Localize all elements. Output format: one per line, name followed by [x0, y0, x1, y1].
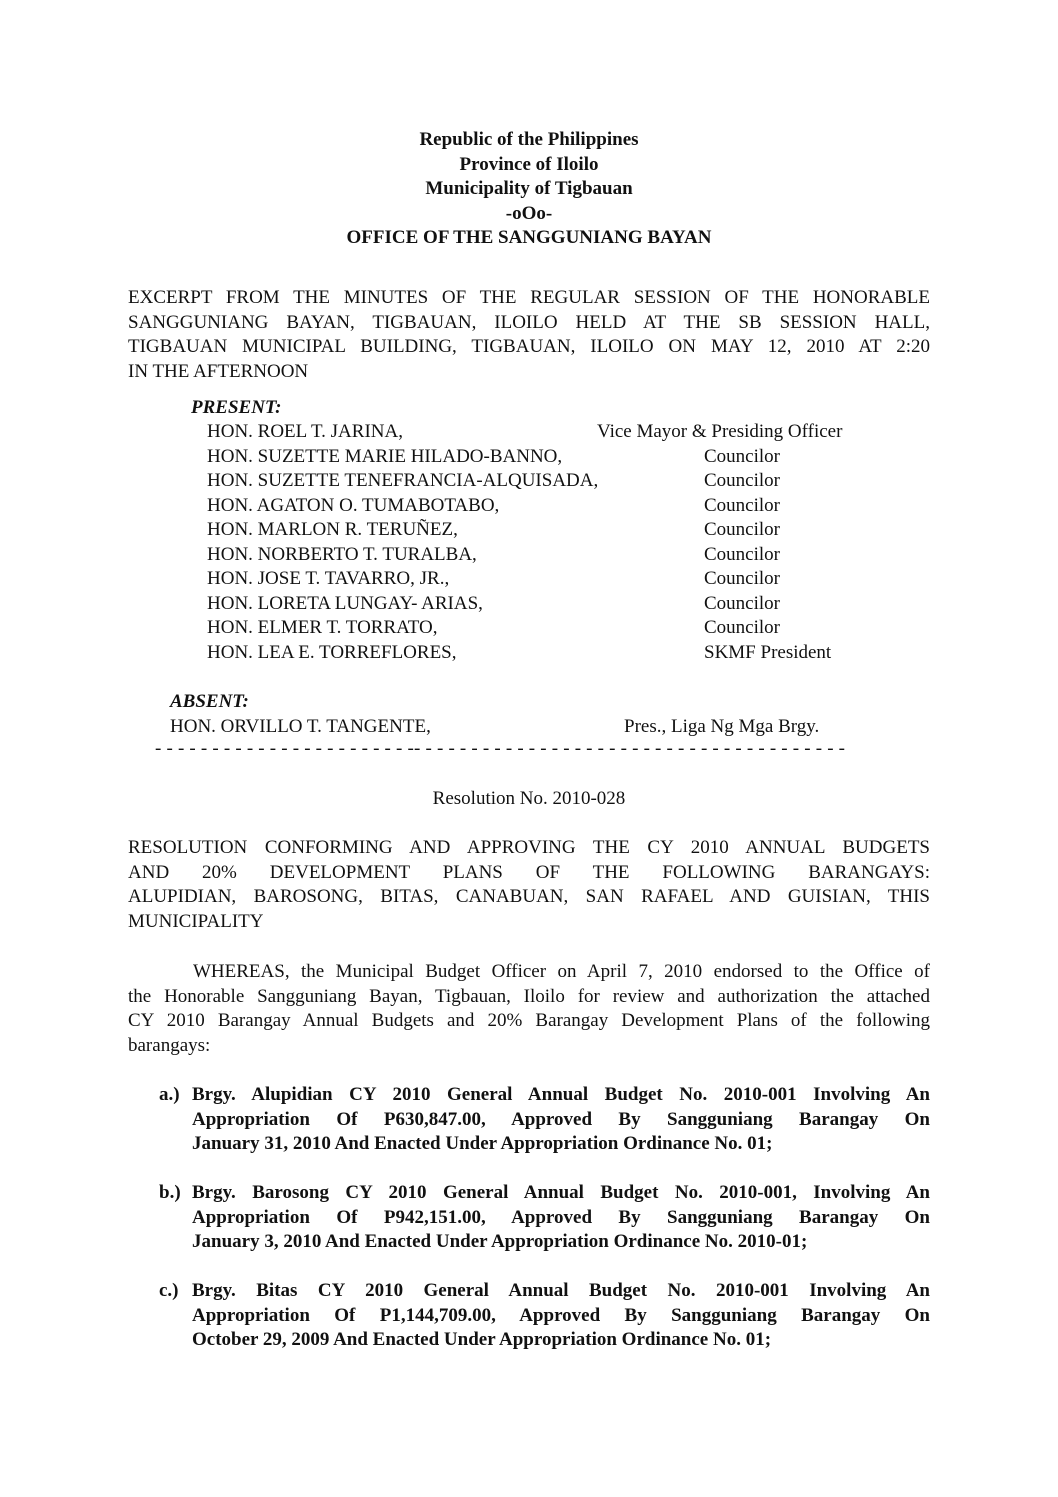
- item-line: January 3, 2010 And Enacted Under Appropriation Ordinance No. 2010-01;: [192, 1231, 808, 1252]
- attendee-position: Councilor: [704, 617, 780, 638]
- attendee-name: HON. LEA E. TORREFLORES,: [207, 642, 457, 663]
- attendee-name: HON. NORBERTO T. TURALBA,: [207, 544, 477, 565]
- resolution-title: [128, 836, 930, 934]
- item-line: Appropriation Of P942,151.00, Approved By Sangguniang Barangay On: [192, 1206, 930, 1228]
- item-line: Brgy. Alupidian CY 2010 General Annual Budget No. 2010-001 Involving An: [192, 1084, 930, 1105]
- attendee-position: Councilor: [704, 470, 780, 491]
- item-marker: c.): [159, 1280, 179, 1301]
- whereas-line: the Honorable Sangguniang Bayan, Tigbauan, Iloilo for review and authorization the attached: [128, 985, 930, 1007]
- item-line: Brgy. Bitas CY 2010 General Annual Budget No. 2010-001 Involving An: [192, 1280, 930, 1301]
- whereas-line: barangays:: [128, 1034, 211, 1056]
- present-label: PRESENT:: [191, 397, 282, 418]
- attendee-position: Councilor: [704, 544, 780, 565]
- whereas-line: WHEREAS, the Municipal Budget Officer on April 7, 2010 endorsed to the Office of: [193, 961, 930, 982]
- municipality-line: Municipality of Tigbauan: [425, 178, 633, 199]
- whereas-line: CY 2010 Barangay Annual Budgets and 20% Barangay Development Plans of the following: [128, 1010, 930, 1031]
- attendee-name: HON. ELMER T. TORRATO,: [207, 617, 438, 638]
- absentee-name: HON. ORVILLO T. TANGENTE,: [170, 716, 431, 737]
- attendee-name: HON. SUZETTE MARIE HILADO-BANNO,: [207, 446, 563, 467]
- country-line: Republic of the Philippines: [419, 129, 639, 150]
- resolution-title-line: AND 20% DEVELOPMENT PLANS OF THE FOLLOWING BARANGAYS:: [128, 861, 930, 883]
- item-marker: b.): [159, 1182, 181, 1203]
- excerpt-line: EXCERPT FROM THE MINUTES OF THE REGULAR SESSION OF THE HONORABLE: [128, 287, 930, 308]
- attendee-position: Councilor: [704, 519, 780, 540]
- attendee-position: Councilor: [704, 446, 780, 467]
- resolution-title-line: RESOLUTION CONFORMING AND APPROVING THE CY 2010 ANNUAL BUDGETS: [128, 837, 930, 858]
- attendee-name: HON. LORETA LUNGAY- ARIAS,: [207, 593, 483, 614]
- attendee-position: SKMF President: [704, 642, 832, 663]
- province-line: Province of Iloilo: [459, 153, 599, 175]
- attendee-name: HON. ROEL T. JARINA,: [207, 421, 403, 442]
- excerpt-line: SANGGUNIANG BAYAN, TIGBAUAN, ILOILO HELD AT THE SB SESSION HALL,: [128, 311, 930, 333]
- item-line: January 31, 2010 And Enacted Under Appropriation Ordinance No. 01;: [192, 1133, 773, 1154]
- letterhead: [0, 128, 1058, 251]
- attendee-name: HON. JOSE T. TAVARRO, JR.,: [207, 568, 450, 589]
- excerpt-line: TIGBAUAN MUNICIPAL BUILDING, TIGBAUAN, ILOILO ON MAY 12, 2010 AT 2:20: [128, 336, 930, 357]
- whereas-paragraph: [128, 960, 930, 1058]
- resolution-title-line: ALUPIDIAN, BAROSONG, BITAS, CANABUAN, SAN RAFAEL AND GUISIAN, THIS: [128, 886, 930, 907]
- attendee-position: Councilor: [704, 568, 780, 589]
- separator-ornament: -oOo-: [505, 202, 553, 224]
- attendee-position: Councilor: [704, 593, 780, 614]
- dashed-divider: - - - - - - - - - - - - - - - - - - - - - - -- - - - - - - - - - - - - - - - - - - - - - - - - - - - - - - - - - - - - -: [155, 738, 846, 759]
- excerpt-line: IN THE AFTERNOON: [128, 360, 309, 382]
- absent-label: ABSENT:: [170, 691, 249, 712]
- attendee-name: HON. SUZETTE TENEFRANCIA-ALQUISADA,: [207, 470, 599, 491]
- item-line: October 29, 2009 And Enacted Under Appropriation Ordinance No. 01;: [192, 1329, 772, 1350]
- item-marker: a.): [159, 1084, 180, 1105]
- item-line: Appropriation Of P630,847.00, Approved By Sangguniang Barangay On: [192, 1108, 930, 1130]
- attendee-position: Councilor: [704, 495, 780, 516]
- resolution-title-line: MUNICIPALITY: [128, 910, 264, 932]
- office-title: OFFICE OF THE SANGGUNIANG BAYAN: [346, 227, 712, 248]
- absentee-position: Pres., Liga Ng Mga Brgy.: [624, 716, 820, 737]
- excerpt-paragraph: [128, 286, 930, 384]
- item-line: Appropriation Of P1,144,709.00, Approved By Sangguniang Barangay On: [192, 1304, 930, 1326]
- attendee-name: HON. MARLON R. TERUÑEZ,: [207, 519, 458, 540]
- item-line: Brgy. Barosong CY 2010 General Annual Budget No. 2010-001, Involving An: [192, 1182, 930, 1203]
- resolution-number: Resolution No. 2010-028: [432, 788, 626, 809]
- attendee-position: Vice Mayor & Presiding Officer: [597, 421, 843, 442]
- attendee-name: HON. AGATON O. TUMABOTABO,: [207, 495, 500, 516]
